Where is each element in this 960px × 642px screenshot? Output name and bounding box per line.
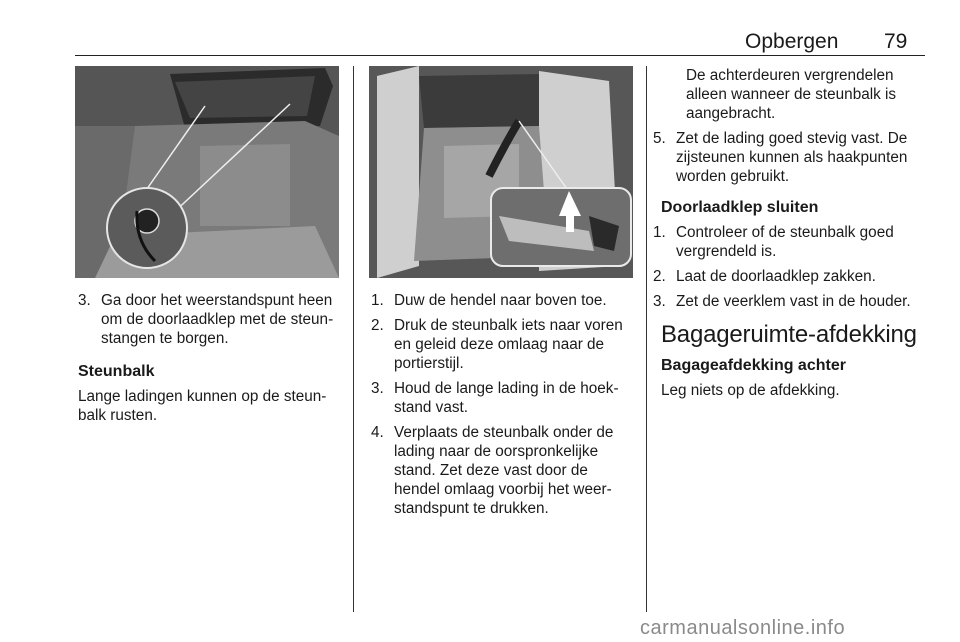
step-text: Houd de lange lading in de hoekstand vast. (394, 380, 619, 416)
watermark: carmanualsonline.info (640, 617, 846, 639)
step-number: 1. (371, 292, 384, 309)
column-divider (353, 66, 354, 612)
step-text: Ga door het weerstandspunt heen om de doorlaadklep met de steunstangen te borgen. (101, 292, 334, 347)
step-text: Zet de veerklem vast in de houder. (676, 293, 911, 310)
step-number: 3. (371, 380, 384, 397)
column-1 (78, 291, 343, 425)
subsection-heading: Bagageafdekking achter (661, 357, 846, 374)
section-heading: Steunbalk (78, 363, 155, 380)
step-number: 3. (78, 292, 91, 309)
page-number: 79 (884, 30, 908, 53)
figure-support-bar (369, 66, 633, 278)
column-divider (646, 66, 647, 612)
steps-list (371, 291, 636, 518)
steps-list (78, 291, 343, 348)
step-number: 5. (653, 130, 666, 147)
list-item (371, 316, 636, 373)
list-item (653, 129, 928, 186)
steps-list (653, 223, 928, 311)
list-item (371, 423, 636, 518)
column-3 (653, 66, 928, 400)
step-text: Zet de lading goed stevig vast. De zijsteunen kunnen als haakpunten worden gebruikt. (676, 130, 908, 185)
step-text: Controleer of de steunbalk goed vergrendeld is. (676, 224, 894, 260)
list-item (653, 267, 928, 286)
column-2 (371, 291, 636, 524)
step-number: 2. (653, 268, 666, 285)
section-heading: Doorlaadklep sluiten (661, 199, 819, 216)
step-text: Duw de hendel naar boven toe. (394, 292, 607, 309)
continuation-text: De achterdeuren vergrendelen alleen wanneer de steunbalk is aangebracht. (686, 67, 897, 122)
step-number: 1. (653, 224, 666, 241)
header-rule (75, 55, 925, 56)
step-text: Laat de doorlaadklep zakken. (676, 268, 876, 285)
step-text: Verplaats de steunbalk onder de lading naar de oorspronkelijke stand. Zet deze vast door de hendel omlaag voorbij het weerstandspunt te drukken. (394, 424, 614, 517)
loading-flap-illustration (75, 66, 339, 278)
list-item (371, 379, 636, 417)
figure-loading-flap-strut (75, 66, 339, 278)
section-title: Bagageruimte-afdekking (661, 321, 917, 348)
paragraph: Lange ladingen kunnen op de steunbalk rusten. (78, 388, 327, 424)
step-number: 2. (371, 317, 384, 334)
page-header-title: Opbergen (745, 30, 839, 53)
paragraph: Leg niets op de afdekking. (661, 382, 840, 399)
list-item (371, 291, 636, 310)
step-number: 3. (653, 293, 666, 310)
support-bar-illustration (369, 66, 633, 278)
steps-list (653, 129, 928, 186)
step-number: 4. (371, 424, 384, 441)
list-item (653, 292, 928, 311)
list-item (78, 291, 343, 348)
list-item (653, 223, 928, 261)
step-text: Druk de steunbalk iets naar voren en geleid deze omlaag naar de portierstijl. (394, 317, 623, 372)
